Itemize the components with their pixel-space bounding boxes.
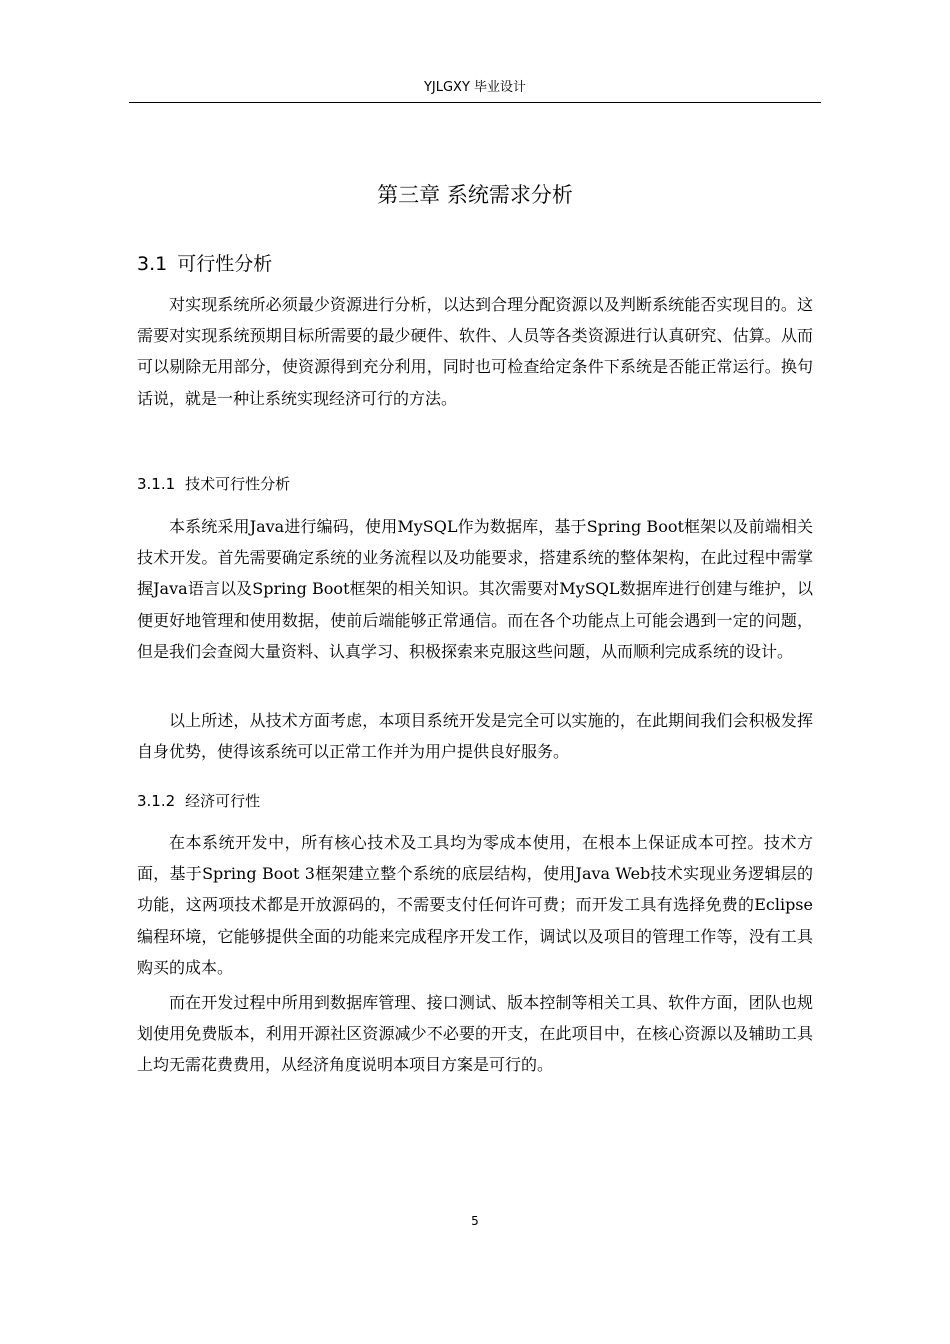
subsection-heading-3-1-2 xyxy=(137,790,260,812)
chapter-title: 第三章 系统需求分析 xyxy=(377,183,573,207)
paragraph-feasibility: 对实现系统所必须最少资源进行分析，以达到合理分配资源以及判断系统能否实现目的。这需要对实现系统预期目标所需要的最少硬件、软件、人员等各类资源进行认真研究、估算。从而可以剔除无用部分，使资源得到充分利用，同时也可检查给定条件下系统是否能正常运行。换句话说，就是一种让系统实现经济可行的方法。 xyxy=(137,295,813,408)
paragraph-technical-1: 本系统采用Java进行编码，使用MySQL作为数据库，基于Spring Boot框架以及前端相关技术开发。首先需要确定系统的业务流程以及功能要求，搭建系统的整体架构，在此过程中需掌握Java语言以及Spring Boot框架的相关知识。其次需要对MySQL数据库进行创建与维护，以便更好地管理和使用数据，使前后端能够正常通信。而在各个功能点上可能会遇到一定的问题，但是我们会查阅大量资料、认真学习、积极探索来克服这些问题，从而顺利完成系统的设计。 xyxy=(137,517,813,661)
page-number: 5 xyxy=(471,1214,479,1228)
paragraph-technical-2: 以上所述，从技术方面考虑，本项目系统开发是完全可以实施的，在此期间我们会积极发挥自身优势，使得该系统可以正常工作并为用户提供良好服务。 xyxy=(137,711,813,762)
paragraph-economic-1: 在本系统开发中，所有核心技术及工具均为零成本使用，在根本上保证成本可控。技术方面，基于Spring Boot 3框架建立整个系统的底层结构，使用Java Web技术实现业务逻辑层的功能，这两项技术都是开放源码的，不需要支付任何许可费；而开发工具有选择免费的Eclipse编程环境，它能够提供全面的功能来完成程序开发工作，调试以及项目的管理工作等，没有工具购买的成本。 xyxy=(137,833,813,977)
subsection-title: 经济可行性 xyxy=(185,792,261,810)
subsection-number: 3.1.1 xyxy=(137,475,176,493)
paragraph-economic-2: 而在开发过程中所用到数据库管理、接口测试、版本控制等相关工具、软件方面，团队也规划使用免费版本，利用开源社区资源减少不必要的开支，在此项目中，在核心资源以及辅助工具上均无需花费费用，从经济角度说明本项目方案是可行的。 xyxy=(137,993,813,1075)
section-number: 3.1 xyxy=(137,253,168,275)
subsection-heading-3-1-1 xyxy=(137,473,290,495)
section-heading-3-1 xyxy=(137,251,272,277)
subsection-title: 技术可行性分析 xyxy=(185,475,291,493)
header-rule xyxy=(129,102,821,103)
subsection-number: 3.1.2 xyxy=(137,792,176,810)
page-header: YJLGXY 毕业设计 xyxy=(423,80,527,95)
section-title: 可行性分析 xyxy=(177,253,273,275)
